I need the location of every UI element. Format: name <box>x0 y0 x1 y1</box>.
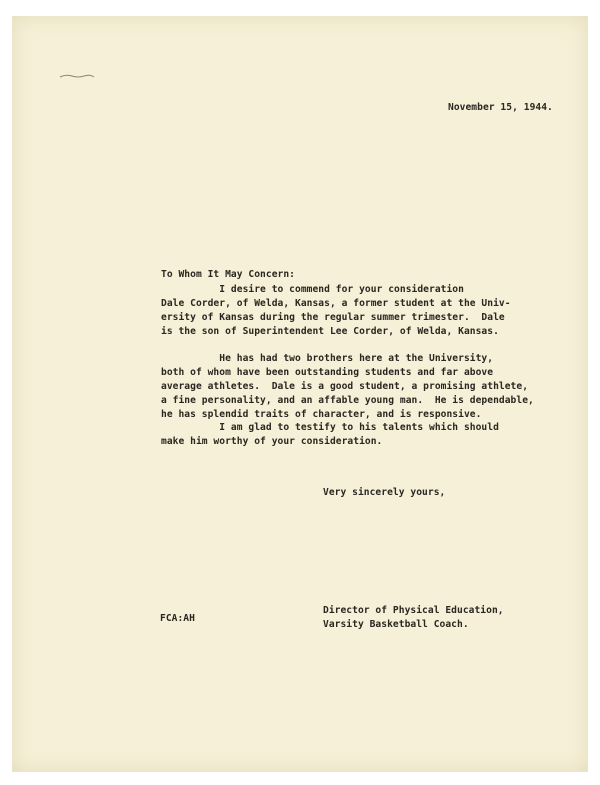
signature-title: Director of Physical Education, Varsity Basketball Coach. <box>323 605 504 630</box>
closing: Very sincerely yours, <box>323 487 446 498</box>
pencil-mark-icon <box>58 72 96 80</box>
salutation: To Whom It May Concern: <box>161 269 295 280</box>
paragraph-commendation: I desire to commend for your consideration Dale Corder, of Welda, Kansas, a former student at the Univ- ersity of Kansas during the regular summer trimester. Dale is the son of Superintendent Lee Corder, of Welda, Kansas. <box>161 284 511 337</box>
reference-initials: FCA:AH <box>160 613 195 624</box>
paragraph-family-and-character: He has had two brothers here at the University, both of whom have been outstanding students and far above average athletes. Dale is a good student, a promising athlete, a fine personality, and an affable young man. He is dependable, he has splendid traits of character, and is responsive. <box>161 353 534 420</box>
letter-date: November 15, 1944. <box>448 102 553 113</box>
letter-page <box>12 16 588 772</box>
paragraph-testimony: I am glad to testify to his talents which should make him worthy of your consideration. <box>161 422 499 447</box>
